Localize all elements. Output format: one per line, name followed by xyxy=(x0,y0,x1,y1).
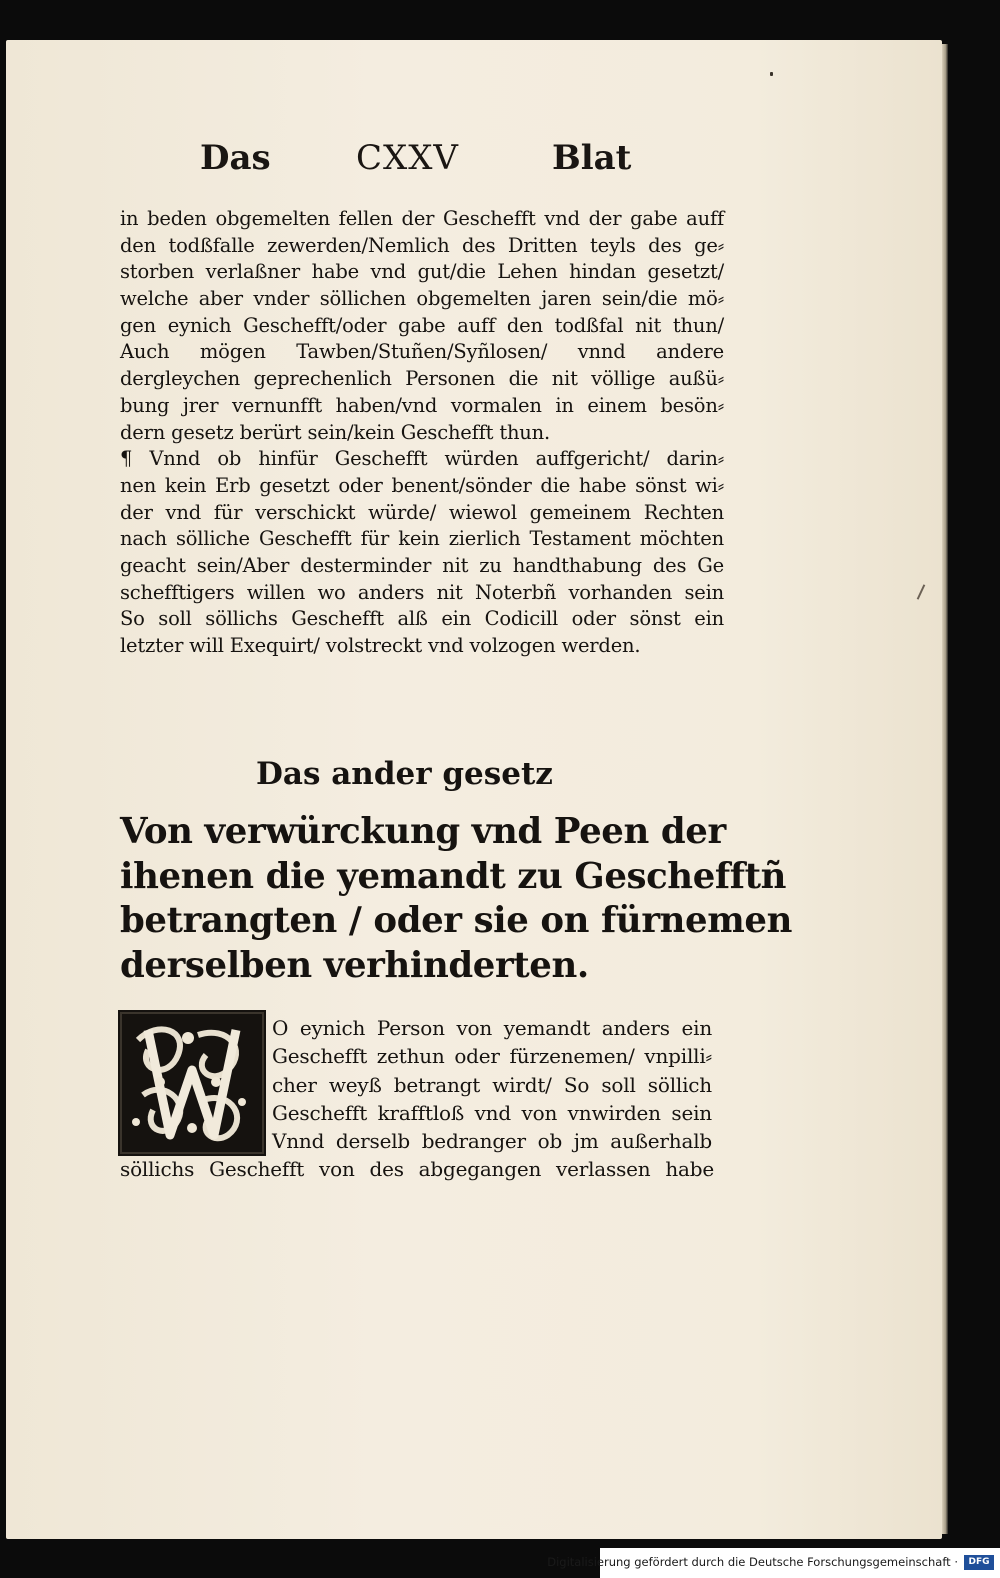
running-head-right: Blat xyxy=(552,138,632,178)
text-line: söllichs Geschefft von des abgegangen verlassen habe xyxy=(120,1157,714,1181)
running-head-left: Das xyxy=(200,138,271,178)
digitization-footer xyxy=(547,1548,1000,1578)
text-line: geacht sein/Aber desterminder nit zu handthabung des Ge xyxy=(120,553,724,577)
text-line: Vnnd derselb bedranger ob jm außerhalb xyxy=(272,1129,712,1154)
text-line: ¶ Vnnd ob hinfür Geschefft würden auffgericht/ darin⸗ xyxy=(120,447,724,471)
text-line: storben verlaßner habe vnd gut/die Lehen hindan gesetzt/ xyxy=(120,260,724,284)
text-line: dergleychen geprechenlich Personen die nit völlige außü⸗ xyxy=(120,367,724,391)
body-paragraph xyxy=(120,206,724,660)
running-head xyxy=(200,138,648,182)
text-line: der vnd für verschickt würde/ wiewol gemeinem Rechten xyxy=(120,500,724,524)
text-line: den todßfalle zewerden/Nemlich des Dritten teyls des ge⸗ xyxy=(120,233,724,257)
text-line: Geschefft krafftloß vnd von vnwirden sein xyxy=(272,1100,712,1125)
text-line: nach sölliche Geschefft für kein zierlich Testament möchten xyxy=(120,527,724,551)
text-line: welche aber vnder söllichen obgemelten jaren sein/die mö⸗ xyxy=(120,287,724,311)
text-line: O eynich Person von yemandt anders ein xyxy=(272,1016,712,1040)
text-line: cher weyß betrangt wirdt/ So soll söllich xyxy=(272,1072,712,1097)
text-line: gen eynich Geschefft/oder gabe auff den todßfal nit thun/ xyxy=(120,313,724,337)
dfg-logo: DFG xyxy=(964,1555,994,1570)
title-line: ihenen die yemandt zu Geschefftñ xyxy=(120,855,787,897)
footer-credit: Digitalisierung gefördert durch die Deutsche Forschungsgemeinschaft · xyxy=(547,1555,958,1569)
text-line: bung jrer vernunfft haben/vnd vormalen in einem besön⸗ xyxy=(120,393,724,417)
text-line: nen kein Erb gesetzt oder benent/sönder die habe sönst wi⸗ xyxy=(120,473,724,497)
text-line: dern gesetz berürt sein/kein Geschefft thun. xyxy=(120,420,551,444)
section-heading: Das ander gesetz xyxy=(256,756,553,792)
title-line: derselben verhinderten. xyxy=(120,944,589,986)
section-title xyxy=(120,810,792,988)
text-line: So soll söllichs Geschefft alß ein Codicill oder sönst ein xyxy=(120,607,724,631)
page-edge xyxy=(942,44,948,1534)
title-line: betrangten / oder sie on fürnemen xyxy=(120,900,792,941)
woodcut-initial-w xyxy=(118,1010,266,1156)
text-line: in beden obgemelten fellen der Geschefft vnd der gabe auff xyxy=(120,207,724,230)
paragraph-tail xyxy=(120,1155,714,1183)
paragraph-initial-block xyxy=(272,1014,712,1155)
text-line: schefftigers willen wo anders nit Noterbñ vorhanden sein xyxy=(120,580,724,604)
text-line: Geschefft zethun oder fürzenemen/ vnpilli⸗ xyxy=(272,1044,712,1069)
folio-number: CXXV xyxy=(356,138,459,178)
text-line: Auch mögen Tawben/Stuñen/Syñlosen/ vnnd andere xyxy=(120,340,724,364)
margin-mark xyxy=(770,72,773,76)
title-line: Von verwürckung vnd Peen der xyxy=(120,811,726,852)
text-line: letzter will Exequirt/ volstreckt vnd volzogen werden. xyxy=(120,634,641,657)
